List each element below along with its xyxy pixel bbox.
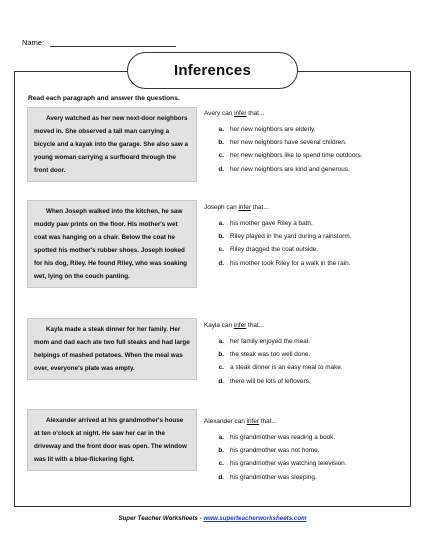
question-block — [204, 322, 409, 388]
passage-box — [27, 409, 197, 471]
title-text: Inferences — [173, 62, 252, 79]
name-blank-line[interactable] — [50, 39, 176, 47]
answer-choice[interactable]: a. her family enjoyed the meal. — [218, 338, 310, 346]
answer-choice[interactable]: d. her new neighbors are kind and generous. — [218, 165, 350, 173]
answer-choice[interactable]: b. his grandmother was not home. — [218, 447, 320, 455]
footer-brand: Super Teacher Worksheets — [118, 515, 198, 522]
passage-text: Alexander arrived at his grandmother's house at ten o'clock at night. He saw her car in the driveway and the front door was open. The window was lit with a blue-flickering light. — [34, 417, 187, 463]
passage-text: When Joseph walked into the kitchen, he saw muddy paw prints on the floor. His mother's wet coat was hanging on a chair. Below the coat he spotted his mother's rubber shoes. Joseph looked for his dog, Riley. He found Riley, who was soaking wet, lying on the couch panting. — [34, 208, 188, 280]
passage-box — [27, 107, 197, 182]
passage-text: Avery watched as her new next-door neighbors moved in. She observed a tall man carrying a bicycle and a kayak into the garage. She also saw a young woman carrying a surfboard through the front door. — [34, 115, 188, 174]
worksheet-title — [127, 52, 298, 89]
passage-text: Kayla made a steak dinner for her family. Her mom and dad each ate two full steaks and had large helpings of mashed potatoes. When the meal was over, everyone's plate was empty. — [34, 326, 190, 372]
answer-choice[interactable]: d. there will be lots of leftovers. — [218, 377, 311, 385]
footer-link[interactable]: www.superteacherworksheets.com — [203, 515, 307, 522]
answer-choice[interactable]: b. her new neighbors have several children. — [218, 139, 347, 147]
answer-choice[interactable]: b. Riley played in the yard during a rainstorm. — [218, 233, 352, 241]
question-stem: Joseph can infer that... — [204, 204, 269, 211]
answer-choice[interactable]: c. a steak dinner is an easy meal to make. — [218, 364, 343, 372]
question-stem: Kayla can infer that... — [204, 322, 265, 329]
question-block — [204, 204, 409, 270]
answer-choice[interactable]: c. Riley dragged the coat outside. — [218, 246, 319, 254]
name-row — [22, 38, 176, 47]
question-stem: Avery can infer that... — [204, 110, 265, 117]
answer-choice[interactable]: b. the steak was too well done. — [218, 351, 311, 359]
answer-choice[interactable]: a. her new neighbors are elderly. — [218, 126, 316, 134]
name-label: Name: — [22, 38, 45, 47]
question-block — [204, 110, 409, 176]
answer-choice[interactable]: d. his mother took Riley for a walk in the rain. — [218, 259, 351, 267]
answer-choice[interactable]: c. her new neighbors like to spend time outdoors. — [218, 152, 363, 160]
passage-box — [27, 200, 197, 288]
footer: Super Teacher Worksheets - www.superteacherworksheets.com — [118, 515, 307, 522]
answer-choice[interactable]: c. his grandmother was watching television. — [218, 460, 347, 468]
question-block — [204, 418, 409, 484]
answer-choice[interactable]: a. his grandmother was reading a book. — [218, 434, 336, 442]
instructions: Read each paragraph and answer the questions. — [28, 95, 180, 102]
question-stem: Alexander can infer that... — [204, 418, 277, 425]
passage-box — [27, 318, 197, 380]
answer-choice[interactable]: d. his grandmother was sleeping. — [218, 473, 317, 481]
answer-choice[interactable]: a. his mother gave Riley a bath. — [218, 220, 313, 228]
